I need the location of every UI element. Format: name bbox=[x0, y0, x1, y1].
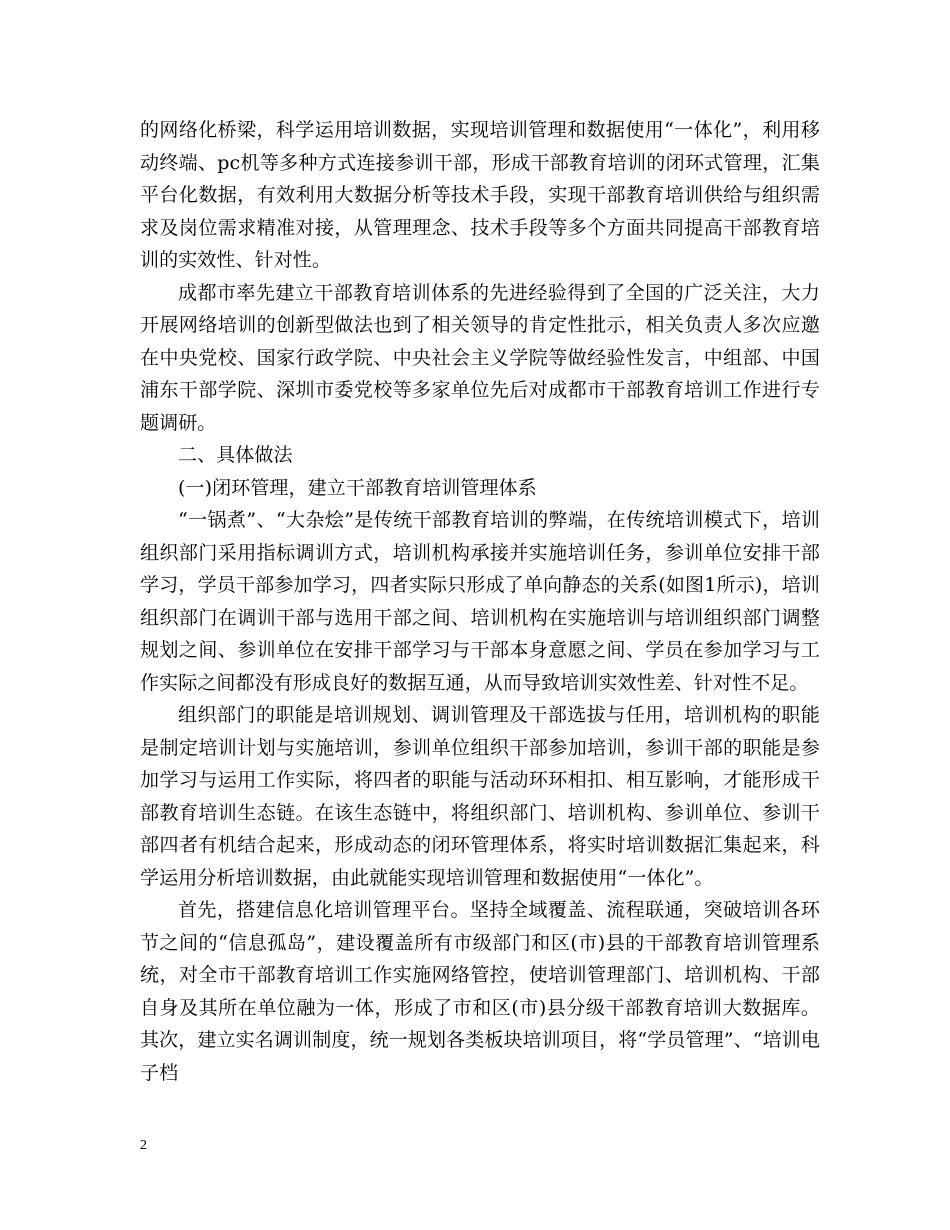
subsection-heading: (一)闭环管理，建立干部教育培训管理体系 bbox=[178, 476, 537, 499]
paragraph-2: 成都市率先建立干部教育培训体系的先进经验得到了全国的广泛关注，大力开展网络培训的创新型做法也到了相关领导的肯定性批示，相关负责人多次应邀在中央党校、国家行政学院、中央社会主义学院等做经验性发言，中组部、中国浦东干部学院、深圳市委党校等多家单位先后对成都市干部教育培训工作进行专题调研。 bbox=[140, 281, 820, 434]
page-number: 2 bbox=[140, 1138, 147, 1153]
paragraph-4: 组织部门的职能是培训规划、调训管理及干部选拔与任用，培训机构的职能是制定培训计划与实施培训，参训单位组织干部参加培训，参训干部的职能是参加学习与运用工作实际，将四者的职能与活动环环相扣、相互影响，才能形成干部教育培训生态链。在该生态链中，将组织部门、培训机构、参训单位、参训干部四者有机结合起来，形成动态的闭环管理体系，将实时培训数据汇集起来，科学运用分析培训数据，由此就能实现培训管理和数据使用“一体化”。 bbox=[140, 704, 820, 889]
section-heading: 二、具体做法 bbox=[178, 444, 293, 466]
document-body bbox=[140, 114, 820, 1089]
paragraph-5: 首先，搭建信息化培训管理平台。坚持全域覆盖、流程联通，突破培训各环节之间的“信息孤岛”，建设覆盖所有市级部门和区(市)县的干部教育培训管理系统，对全市干部教育培训工作实施网络管控，使培训管理部门、培训机构、干部自身及其所在单位融为一体，形成了市和区(市)县分级干部教育培训大数据库。其次，建立实名调训制度，统一规划各类板块培训项目，将“学员管理”、“培训电子档 bbox=[140, 899, 820, 1084]
paragraph-3: “一锅煮”、“大杂烩”是传统干部教育培训的弊端，在传统培训模式下，培训组织部门采用指标调训方式，培训机构承接并实施培训任务，参训单位安排干部学习，学员干部参加学习，四者实际只形成了单向静态的关系(如图1所示)，培训组织部门在调训干部与选用干部之间、培训机构在实施培训与培训组织部门调整规划之间、参训单位在安排干部学习与干部本身意愿之间、学员在参加学习与工作实际之间都没有形成良好的数据互通，从而导致培训实效性差、针对性不足。 bbox=[140, 509, 820, 694]
paragraph-1: 的网络化桥梁，科学运用培训数据，实现培训管理和数据使用“一体化”，利用移动终端、pc机等多种方式连接参训干部，形成干部教育培训的闭环式管理，汇集平台化数据，有效利用大数据分析等技术手段，实现干部教育培训供给与组织需求及岗位需求精准对接，从管理理念、技术手段等多个方面共同提高干部教育培训的实效性、针对性。 bbox=[140, 119, 820, 271]
